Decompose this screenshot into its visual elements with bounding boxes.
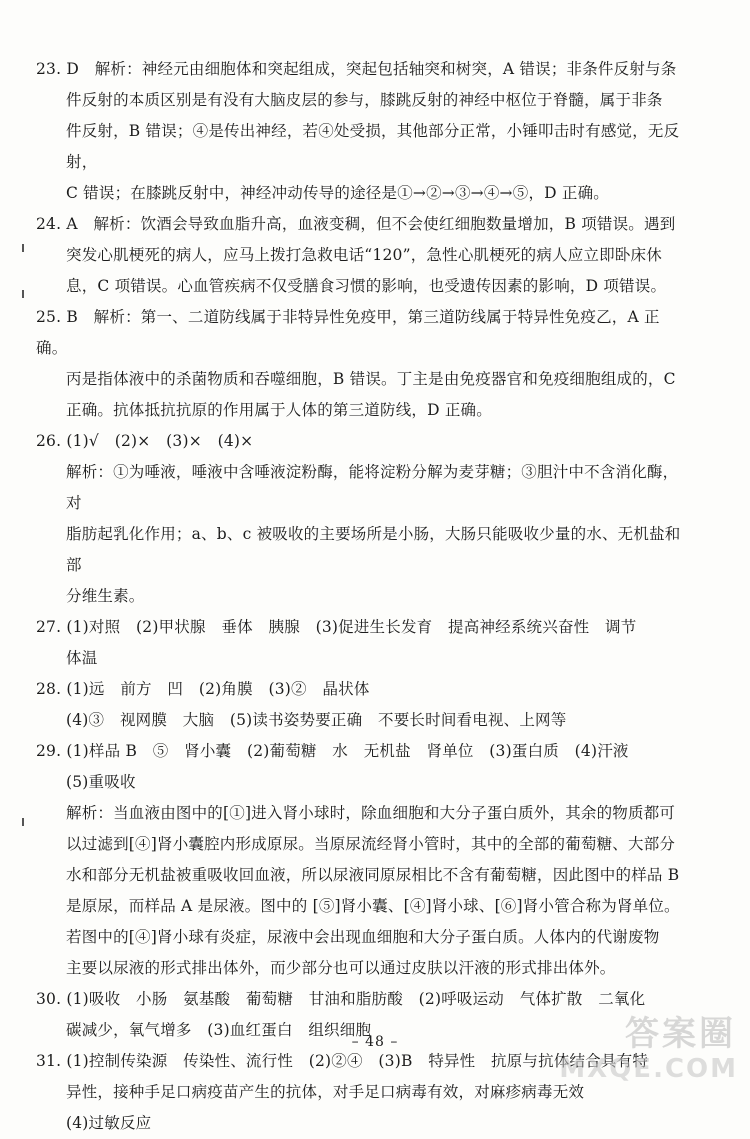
answer-line: 25. B 解析：第一、二道防线属于非特异性免疫甲，第三道防线属于特异性免疫乙，A 正确。 [36, 308, 660, 357]
answer-line: (4)过敏反应 [66, 1114, 152, 1132]
answer-line: 解析：①为唾液，唾液中含唾液淀粉酶，能将淀粉分解为麦芽糖；③胆汁中不含消化酶，对 [66, 463, 679, 512]
answer-line: 27. (1)对照 (2)甲状腺 垂体 胰腺 (3)促进生长发育 提高神经系统兴奋性 调节 [36, 618, 637, 636]
answer-line: 脂肪起乳化作用；a、b、c 被吸收的主要场所是小肠，大肠只能吸收少量的水、无机盐和部 [66, 525, 681, 574]
answer-item [36, 674, 686, 736]
answer-item [36, 302, 686, 426]
answer-line: 若图中的[④]肾小球有炎症，尿液中会出现血细胞和大分子蛋白质。人体内的代谢废物 [66, 928, 660, 946]
answer-line: 正确。抗体抵抗抗原的作用属于人体的第三道防线，D 正确。 [66, 401, 492, 419]
answer-line: 24. A 解析：饮酒会导致血脂升高，血液变稠，但不会使红细胞数量增加，B 项错误。遇到 [36, 215, 676, 233]
margin-mark [22, 290, 24, 298]
answer-line: (5)重吸收 [66, 773, 136, 791]
answer-line: 异性，接种手足口病疫苗产生的抗体，对手足口病毒有效，对麻疹病毒无效 [66, 1083, 585, 1101]
margin-mark [22, 244, 24, 252]
answer-line: 26. (1)√ (2)× (3)× (4)× [36, 432, 254, 450]
answer-line: 解析：当血液由图中的[①]进入肾小球时，除血细胞和大分子蛋白质外，其余的物质都可 [66, 804, 676, 822]
answer-content [36, 54, 686, 1139]
answer-line: 主要以尿液的形式排出体外，而少部分也可以通过皮肤以汗液的形式排出体外。 [66, 959, 616, 977]
answer-line: 28. (1)远 前方 凹 (2)角膜 (3)② 晶状体 [36, 680, 370, 698]
answer-line: 体温 [66, 649, 98, 667]
answer-line: 件反射，B 错误；④是传出神经，若④处受损，其他部分正常，小锤叩击时有感觉，无反射， [66, 122, 680, 171]
answer-line: 以过滤到[④]肾小囊腔内形成原尿。当原尿流经肾小管时，其中的全部的葡萄糖、大部分 [66, 835, 676, 853]
answer-line: 件反射的本质区别是有没有大脑皮层的参与，膝跳反射的神经中枢位于脊髓，属于非条 [66, 91, 663, 109]
watermark-top-text: 答案圈 [625, 1014, 736, 1054]
answer-line: 29. (1)样品 B ⑤ 肾小囊 (2)葡萄糖 水 无机盐 肾单位 (3)蛋白质 (4)汗液 [36, 742, 629, 760]
answer-line: 分维生素。 [66, 587, 145, 605]
answer-line: 碳减少，氧气增多 (3)血红蛋白 组织细胞 [66, 1021, 372, 1039]
answer-item [36, 612, 686, 674]
watermark-logo [556, 1006, 742, 1084]
answer-item [36, 426, 686, 612]
page-number: – 48 – [351, 1034, 399, 1050]
answer-line: 息，C 项错误。心血管疾病不仅受膳食习惯的影响，也受遗传因素的影响，D 项错误。 [66, 277, 667, 295]
answer-line: (4)③ 视网膜 大脑 (5)读书姿势要正确 不要长时间看电视、上网等 [66, 711, 567, 729]
answer-line: 突发心肌梗死的病人，应马上拨打急救电话“120”，急性心肌梗死的病人应立即卧床休 [66, 246, 662, 264]
answer-line: 丙是指体液中的杀菌物质和吞噬细胞，B 错误。丁主是由免疫器官和免疫细胞组成的，C [66, 370, 676, 388]
answer-item [36, 54, 686, 209]
answer-line: 23. D 解析：神经元由细胞体和突起组成，突起包括轴突和树突，A 错误；非条件反射与条 [36, 60, 677, 78]
margin-mark [22, 818, 24, 826]
answer-item [36, 736, 686, 984]
watermark-bottom-text: MXQE.COM [559, 1054, 738, 1084]
answer-item [36, 209, 686, 302]
answer-line: 31. (1)控制传染源 传染性、流行性 (2)②④ (3)B 特异性 抗原与抗体结合具有特 [36, 1052, 649, 1070]
answer-line: 水和部分无机盐被重吸收回血液，所以尿液同原尿相比不含有葡萄糖，因此图中的样品 B [66, 866, 680, 884]
answer-line: 30. (1)吸收 小肠 氨基酸 葡萄糖 甘油和脂肪酸 (2)呼吸运动 气体扩散 二氧化 [36, 990, 646, 1008]
answer-line: 是原尿，而样品 A 是尿液。图中的 [⑤]肾小囊、[④]肾小球、[⑥]肾小管合称为肾单位。 [66, 897, 680, 915]
answer-line: C 错误；在膝跳反射中，神经冲动传导的途径是①→②→③→④→⑤，D 正确。 [66, 184, 609, 202]
